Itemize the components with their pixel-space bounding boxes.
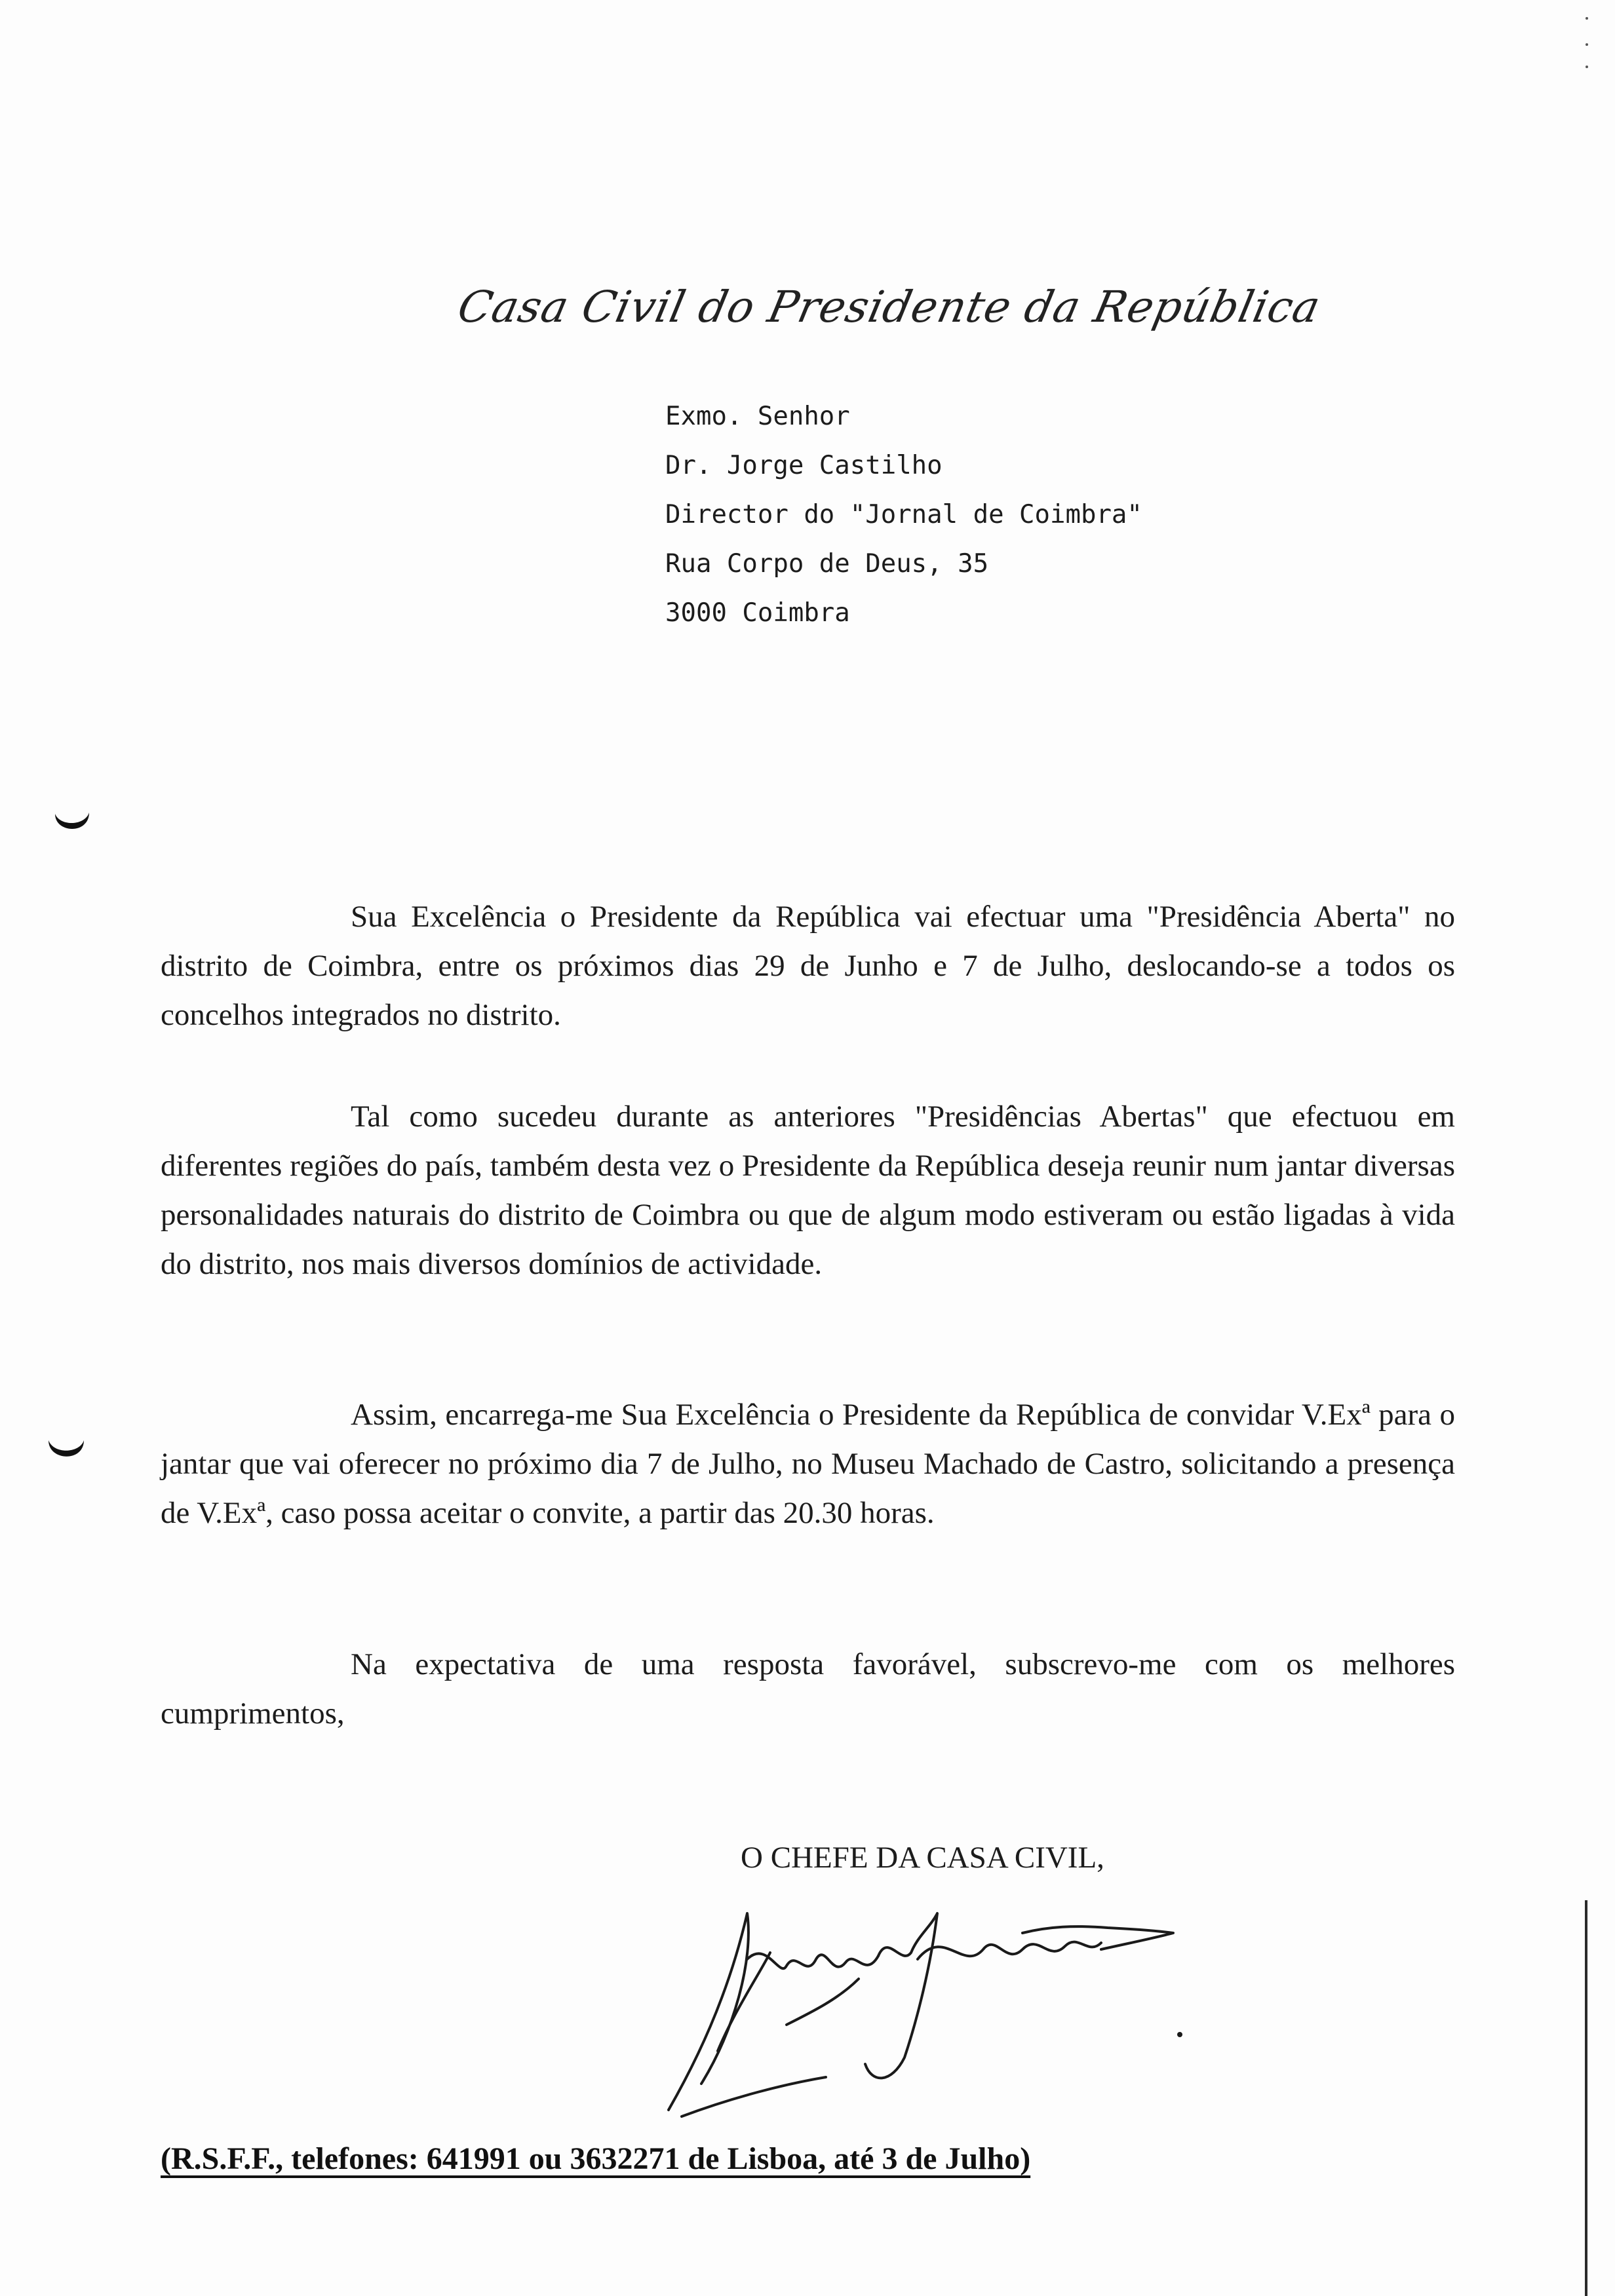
closing-title: O CHEFE DA CASA CIVIL,: [741, 1841, 1104, 1875]
page-edge-line: [1585, 1900, 1587, 2296]
recipient-street: Rua Corpo de Deus, 35: [665, 549, 989, 579]
recipient-name: Dr. Jorge Castilho: [665, 451, 943, 480]
body-paragraph-3: Assim, encarrega-me Sua Excelência o Presidente da República de convidar V.Exª para o jantar que vai oferecer no próximo dia 7 de Julho, no Museu Machado de Castro, solicitando a presença de V.Exª, caso possa aceitar o convite, a partir das 20.30 horas.: [161, 1398, 1455, 1530]
body-paragraph-2: Tal como sucedeu durante as anteriores "Presidências Abertas" que efectuou em diferentes regiões do país, também desta vez o Presidente da República deseja reunir num jantar diversas personalidades naturais do distrito de Coimbra ou que de algum modo estiveram ou estão ligadas à vida do distrito, nos mais diversos domínios de actividade.: [161, 1100, 1455, 1281]
page-edge-marks: [1585, 13, 1589, 72]
recipient-salutation: Exmo. Senhor: [665, 402, 850, 431]
signature: [655, 1887, 1193, 2123]
recipient-city: 3000 Coimbra: [665, 598, 850, 628]
punch-hole-icon: [45, 1434, 87, 1470]
footer-rsvp-note: (R.S.F.F., telefones: 641991 ou 3632271 de Lisboa, até 3 de Julho): [161, 2141, 1031, 2176]
recipient-role: Director do "Jornal de Coimbra": [665, 500, 1142, 529]
letterhead: Casa Civil do Presidente da República: [453, 282, 1325, 332]
signature-text: Alfredo Barroso: [655, 1887, 660, 1888]
punch-hole-icon: [51, 807, 93, 844]
body-paragraph-1: Sua Excelência o Presidente da República vai efectuar uma "Presidência Aberta" no distrito de Coimbra, entre os próximos dias 29 de Junho e 7 de Julho, deslocando-se a todos os concelhos integrados no distrito.: [161, 900, 1455, 1032]
body-paragraph-4: Na expectativa de uma resposta favorável, subscrevo-me com os melhores cumprimentos,: [161, 1647, 1455, 1731]
recipient-address: [665, 392, 1142, 638]
